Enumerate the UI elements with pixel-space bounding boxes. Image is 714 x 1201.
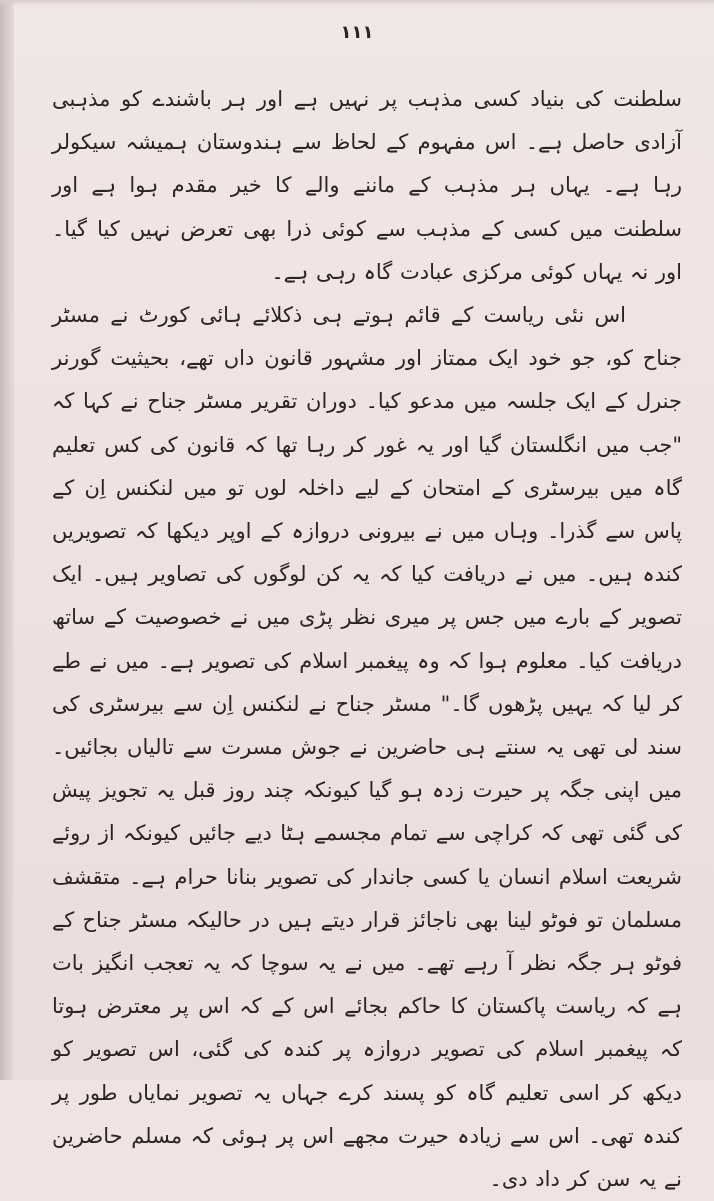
page-binding-shadow (0, 0, 14, 1080)
page-number: ١١١ (340, 22, 374, 43)
page-top-edge (0, 0, 714, 6)
page-body-text (52, 78, 682, 1201)
paragraph-2: اس نئی ریاست کے قائم ہوتے ہی ذکلائے ہائی کورٹ نے مسٹر جناح کو، جو خود ایک ممتاز اور مشہور قانون داں تھے، بحیثیت گورنر جنرل کے ایک جلسہ میں مدعو کیا۔ دوران تقریر مسٹر جناح نے کہا کہ "جب میں انگلستان گیا اور یہ غور کر رہا تھا کہ قانون کی کس تعلیم گاہ میں بیرسٹری کے امتحان کے لیے داخلہ لوں تو میں لنکنس اِن کے پاس سے گذرا۔ وہاں میں نے بیرونی دروازہ کے اوپر دیکھا کہ تصویریں کندہ ہیں۔ میں نے دریافت کیا کہ یہ کن لوگوں کی تصاویر ہیں۔ ایک تصویر کے بارے میں جس پر میری نظر پڑی میں نے خصوصیت کے ساتھ دریافت کیا۔ معلوم ہوا کہ وہ پیغمبر اسلام کی تصویر ہے۔ میں نے طے کر لیا کہ یہیں پڑھوں گا۔" مسٹر جناح نے لنکنس اِن سے بیرسٹری کی سند لی تھی یہ سنتے ہی حاضرین نے جوش مسرت سے تالیاں بجائیں۔ میں اپنی جگہ پر حیرت زدہ ہو گیا کیونکہ چند روز قبل یہ تجویز پیش کی گئی تھی کہ کراچی سے تمام مجسمے ہٹا دیے جائیں کیونکہ از روئے شریعت اسلام انسان یا کسی جاندار کی تصویر بنانا حرام ہے۔ متقشف مسلمان تو فوٹو لینا بھی ناجائز قرار دیتے ہیں در حالیکہ مسٹر جناح کے فوٹو ہر جگہ نظر آ رہے تھے۔ میں نے یہ سوچا کہ یہ تعجب انگیز بات ہے کہ ریاست پاکستان کا حاکم بجائے اس کے کہ اس پر معترض ہوتا کہ پیغمبر اسلام کی تصویر دروازہ پر کندہ کی گئی، اس تصویر کو دیکھ کر اسی تعلیم گاہ کو پسند کرے جہاں یہ تصویر نمایاں طور پر کندہ تھی۔ اس سے زیادہ حیرت مجھے اس پر ہوئی کہ مسلم حاضرین نے یہ سن کر داد دی۔ (52, 303, 682, 1192)
paragraph-1: سلطنت کی بنیاد کسی مذہب پر نہیں ہے اور ہر باشندے کو مذہبی آزادی حاصل ہے۔ اس مفہوم کے لحاظ سے ہندوستان ہمیشہ سیکولر رہا ہے۔ یہاں ہر مذہب کے ماننے والے کا خیر مقدم ہوا ہے اور سلطنت میں کسی کے مذہب سے کوئی ذرا بھی تعرض نہیں کیا گیا۔ اور نہ یہاں کوئی مرکزی عبادت گاہ رہی ہے۔ (52, 87, 682, 284)
